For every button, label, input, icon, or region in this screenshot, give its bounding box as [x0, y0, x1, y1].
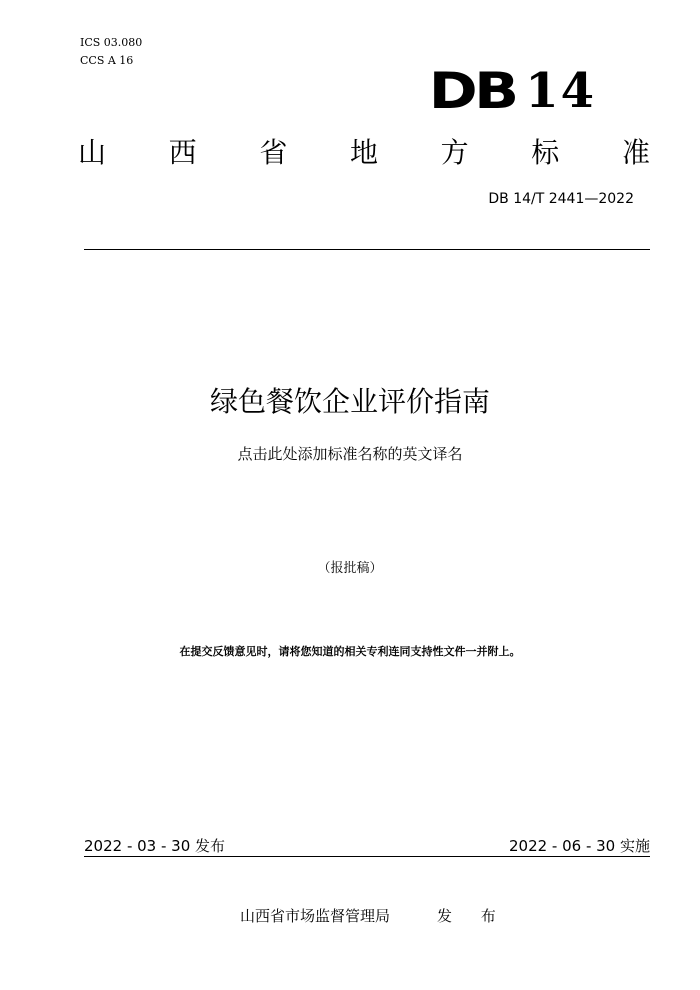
implementation-date: 2022 - 06 - 30 实施	[508, 837, 650, 855]
patent-notice: 在提交反馈意见时，请将您知道的相关专利连同支持性文件一并附上。	[179, 645, 521, 658]
document-title: 绿色餐饮企业评价指南	[209, 385, 490, 418]
issuer-action: 发 布	[437, 907, 508, 925]
ics-code: ICS 03.080	[80, 36, 143, 49]
draft-status: （报批稿）	[317, 561, 383, 576]
footer-divider	[84, 856, 650, 857]
title-char: 标	[531, 136, 560, 169]
logo-db-text: DB	[428, 62, 516, 120]
title-char: 方	[440, 136, 469, 169]
title-char: 西	[168, 136, 197, 169]
standard-number: DB 14/T 2441—2022	[488, 191, 634, 207]
title-char: 地	[349, 136, 378, 169]
issuing-authority: 山西省市场监督管理局	[240, 907, 391, 925]
title-char: 省	[259, 136, 288, 169]
ccs-code: CCS A 16	[80, 54, 134, 67]
logo-number-text: 14	[525, 63, 596, 119]
title-char: 准	[621, 136, 650, 169]
classification-codes	[80, 34, 142, 70]
issue-date: 2022 - 03 - 30 发布	[84, 837, 226, 855]
header-divider	[84, 249, 650, 250]
standard-category-title	[78, 136, 650, 170]
title-char: 山	[78, 136, 107, 169]
english-title-placeholder[interactable]: 点击此处添加标准名称的英文译名	[237, 445, 463, 463]
db14-logo	[428, 60, 596, 120]
